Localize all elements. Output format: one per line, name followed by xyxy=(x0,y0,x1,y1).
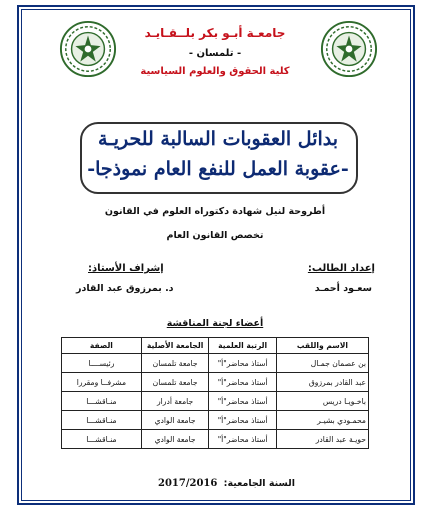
member-role: منـاقشـــا xyxy=(62,430,142,449)
table-row xyxy=(62,354,369,373)
thesis-title-line-1: بدائل العقوبات السالبة للحريـة xyxy=(97,128,339,150)
member-university: جامعة تلمسان xyxy=(141,373,209,392)
column-header: الجامعة الأصلية xyxy=(141,338,209,354)
university-name: جامعـة أبـو بكر بلــقـايـد xyxy=(144,26,286,40)
member-role: منـاقشـــا xyxy=(62,392,142,411)
member-name: عبد القادر بمرزوق xyxy=(276,373,368,392)
table-row xyxy=(62,373,369,392)
academic-year-value: 2017/2016 xyxy=(158,478,218,489)
member-rank: أستاذ محاضر"أ" xyxy=(209,392,277,411)
member-rank: أستاذ محاضر"أ" xyxy=(209,354,277,373)
author-name: سعـود أحمـد xyxy=(314,283,372,294)
member-rank: أستاذ محاضر"أ" xyxy=(209,373,277,392)
member-university: جامعة أدرار xyxy=(141,392,209,411)
degree-statement: أطروحة لنيل شهادة دكتوراه العلوم في القانون xyxy=(104,206,326,217)
member-rank: أستاذ محاضر"أ" xyxy=(209,430,277,449)
specialty: تخصص القانون العام xyxy=(166,230,264,241)
member-name: باخـويـا دريس xyxy=(276,392,368,411)
table-row xyxy=(62,411,369,430)
committee-title: أعضاء لجنة المناقشة xyxy=(166,318,264,329)
member-name: بن عصمان جمـال xyxy=(276,354,368,373)
faculty-name: كلية الحقوق والعلوم السياسية xyxy=(140,66,290,77)
column-header: الاسم واللقب xyxy=(276,338,368,354)
committee-header-row xyxy=(62,338,369,354)
member-role: رئيســــا xyxy=(62,354,142,373)
member-university: جامعة الوادي xyxy=(141,411,209,430)
thesis-title-line-2: -عقوبة العمل للنفع العام نموذجا- xyxy=(87,158,349,180)
supervisor-label: إشراف الأستاذ: xyxy=(88,263,164,274)
supervisor-name: د. بمرزوق عبد القادر xyxy=(76,283,174,294)
column-header: الرتبة العلمية xyxy=(209,338,277,354)
member-university: جامعة تلمسان xyxy=(141,354,209,373)
member-role: مشرفــا ومقررا xyxy=(62,373,142,392)
author-label: إعداد الطالب: xyxy=(307,263,375,274)
academic-year-label: السنة الجامعية: xyxy=(223,478,295,489)
member-role: منـاقشـــا xyxy=(62,411,142,430)
member-rank: أستاذ محاضر"أ" xyxy=(209,411,277,430)
committee-table xyxy=(61,337,369,449)
member-name: محمـودي بشيـر xyxy=(276,411,368,430)
table-row xyxy=(62,392,369,411)
member-university: جامعة الوادي xyxy=(141,430,209,449)
member-name: حويـة عبد القادر xyxy=(276,430,368,449)
column-header: الصفة xyxy=(62,338,142,354)
university-city: - تلمسان - xyxy=(188,48,242,59)
table-row xyxy=(62,430,369,449)
